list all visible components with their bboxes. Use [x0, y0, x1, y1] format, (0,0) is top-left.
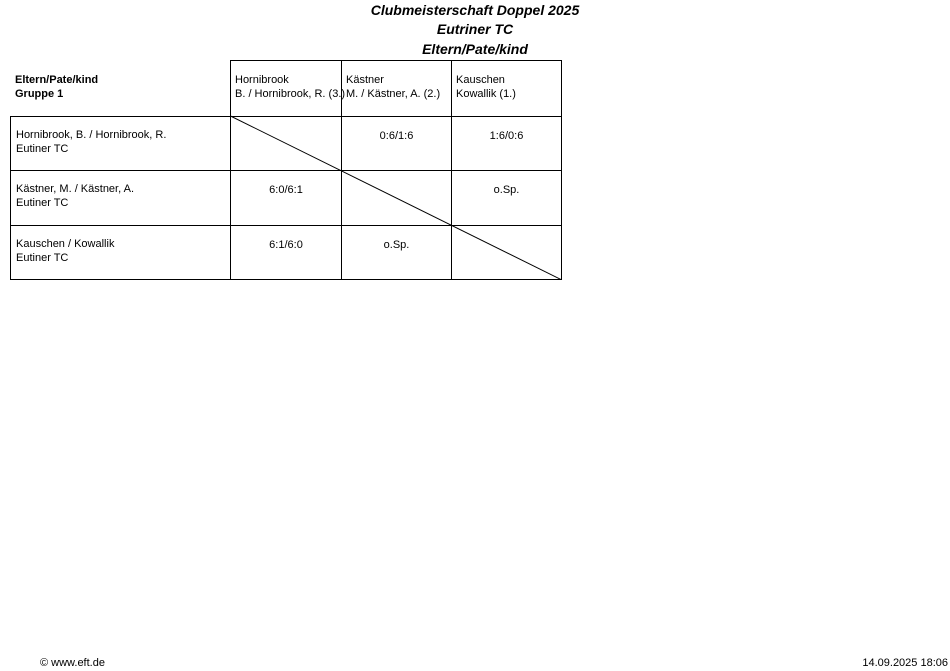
score-cell: 6:1/6:0 — [230, 225, 341, 280]
page-title: Clubmeisterschaft Doppel 2025 — [370, 2, 580, 18]
group-number: Gruppe 1 — [15, 88, 64, 100]
results-table — [10, 60, 562, 280]
diagonal-line — [10, 60, 562, 280]
player-name: Kästner, M. / Kästner, A. — [16, 183, 135, 195]
group-category: Eltern/Pate/kind — [15, 74, 99, 86]
column-header-1-line2: B. / Hornibrook, R. (3.) — [235, 88, 346, 100]
score-cell: 1:6/0:6 — [451, 116, 562, 170]
category-name: Eltern/Pate/kind — [422, 41, 528, 57]
print-timestamp: 14.09.2025 18:06 — [862, 657, 948, 669]
score-cell: 0:6/1:6 — [341, 116, 451, 170]
club-name: Eutriner TC — [436, 21, 514, 37]
player-name: Kauschen / Kowallik — [16, 238, 115, 250]
score-cell: 6:0/6:1 — [230, 170, 341, 225]
column-header-2-line2: M. / Kästner, A. (2.) — [346, 88, 441, 100]
column-header-3-line1: Kauschen — [456, 74, 505, 86]
column-header-2-line1: Kästner — [346, 74, 384, 86]
player-club: Eutiner TC — [16, 252, 69, 264]
column-header-3-line2: Kowallik (1.) — [456, 88, 516, 100]
score-cell: o.Sp. — [341, 225, 451, 280]
player-club: Eutiner TC — [16, 143, 69, 155]
column-header-1-line1: Hornibrook — [235, 74, 289, 86]
player-club: Eutiner TC — [16, 197, 69, 209]
copyright-text: © www.eft.de — [40, 657, 105, 669]
player-name: Hornibrook, B. / Hornibrook, R. — [16, 129, 167, 141]
score-cell: o.Sp. — [451, 170, 562, 225]
